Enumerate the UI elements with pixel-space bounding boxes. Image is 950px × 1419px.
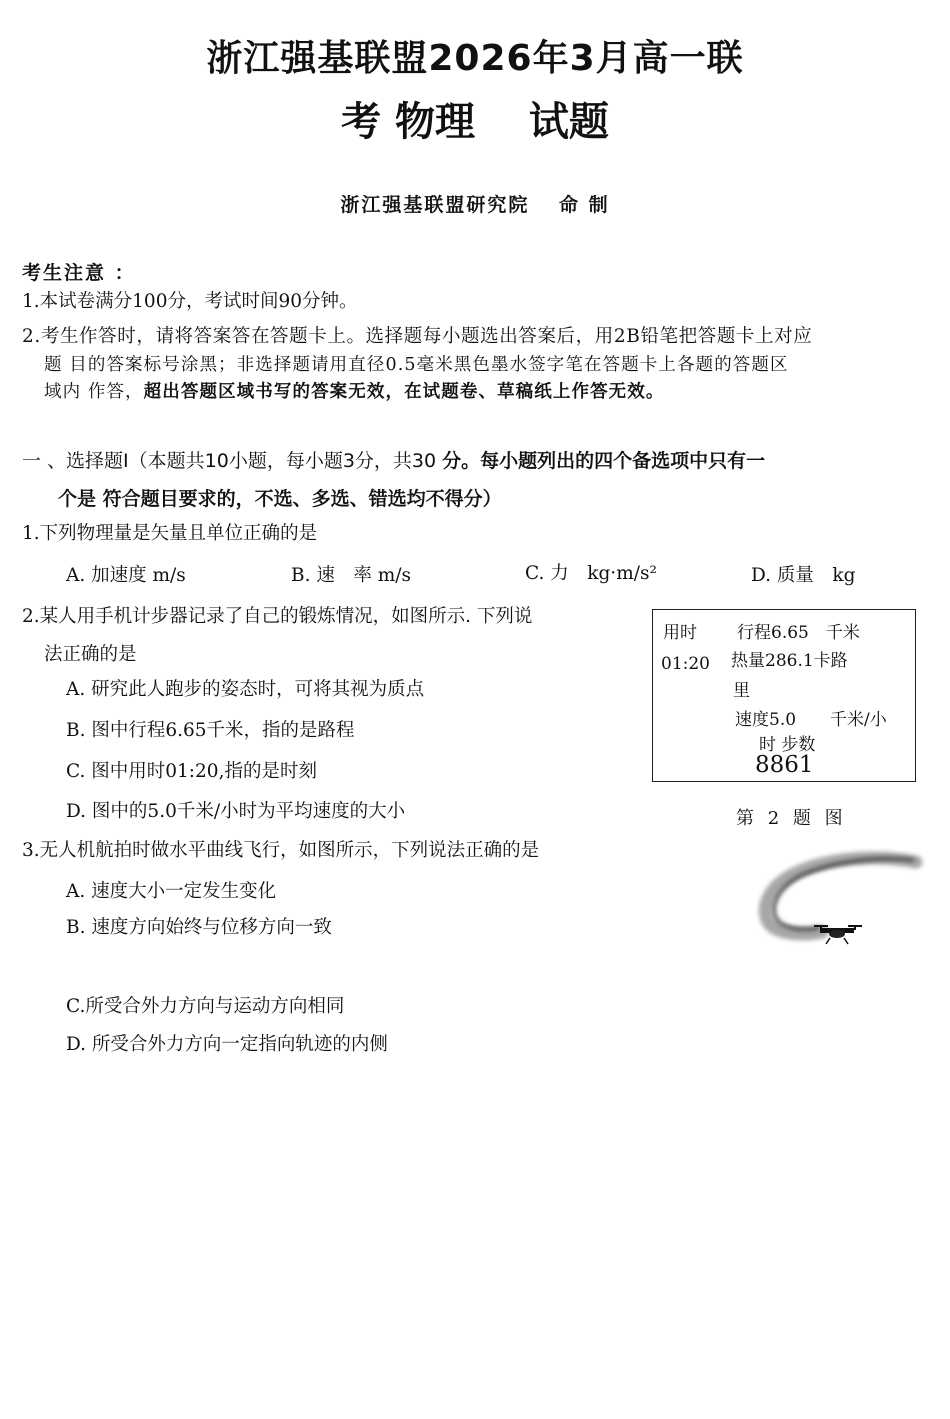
section1-header-bold: 分。每小题列出的四个备选项中只有一: [442, 450, 766, 472]
notice-heading: 考生注意 ：: [22, 262, 136, 284]
section1-header-normal: 一 、选择题Ⅰ（本题共10小题，每小题3分，共30: [22, 450, 443, 472]
q1-option-a: A. 加速度 m/s: [66, 565, 186, 586]
q2-stem-line2: 法正确的是: [44, 644, 137, 665]
smoke-trail: [765, 858, 916, 934]
q3-option-b: B. 速度方向始终与位移方向一致: [66, 917, 332, 938]
q2-option-b: B. 图中行程6.65千米，指的是路程: [66, 720, 355, 741]
notice-item-2-line3-bold: 超出答题区域书写的答案无效，在试题卷、草稿纸上作答无效。: [143, 382, 665, 402]
section1-header-line1: [22, 446, 765, 473]
pedometer-speed-b: 时 步数: [759, 735, 816, 755]
notice-item-2-line2: 题 目的答案标号涂黑；非选择题请用直径0.5毫米黑色墨水签字笔在答题卡上各题的答题区: [44, 355, 789, 375]
notice-item-2-line3-normal: 域内 作答，: [44, 382, 144, 402]
notice-item-2-line3: [44, 378, 664, 403]
q1-stem: 1.下列物理量是矢量且单位正确的是: [22, 523, 318, 544]
q2-figure-caption: 第 2 题 图: [736, 808, 847, 829]
q1-option-d: D. 质量 kg: [751, 565, 856, 586]
section1-header-line2: 个是 符合题目要求的，不选、多选、错选均不得分）: [58, 488, 502, 510]
q2-option-a: A. 研究此人跑步的姿态时，可将其视为质点: [66, 679, 425, 700]
notice-item-2-line1: 2.考生作答时，请将答案答在答题卡上。选择题每小题选出答案后，用2B铅笔把答题卡上对应: [22, 326, 813, 347]
pedometer-speed-a: 速度5.0 千米/小: [735, 710, 887, 730]
q3-figure-drone-trail: [756, 848, 928, 952]
exam-title-line1: 浙江强基联盟2026年3月高一联: [206, 38, 744, 79]
q2-figure-pedometer: [652, 609, 916, 782]
q2-option-c: C. 图中用时01:20,指的是时刻: [66, 761, 317, 782]
q2-option-d: D. 图中的5.0千米/小时为平均速度的大小: [66, 801, 406, 822]
pedometer-calorie-a: 热量286.1卡路: [731, 651, 848, 671]
exam-title-line2: 考 物理 试题: [341, 99, 609, 145]
q1-option-b: B. 速 率 m/s: [291, 565, 412, 586]
q3-option-c: C.所受合外力方向与运动方向相同: [66, 996, 345, 1017]
pedometer-calorie-b: 里: [733, 681, 750, 701]
pedometer-steps: 8861: [755, 752, 814, 778]
q3-option-a: A. 速度大小一定发生变化: [66, 881, 277, 902]
q2-stem-line1: 2.某人用手机计步器记录了自己的锻炼情况，如图所示. 下列说: [22, 606, 533, 627]
q1-option-c: C. 力 kg·m/s²: [525, 563, 657, 584]
notice-item-1: 1.本试卷满分100分，考试时间90分钟。: [22, 291, 358, 312]
pedometer-time-label: 用时: [663, 623, 697, 643]
pedometer-distance: 行程6.65 千米: [737, 623, 860, 643]
q3-option-d: D. 所受合外力方向一定指向轨迹的内侧: [66, 1034, 388, 1055]
pedometer-time-value: 01:20: [661, 654, 710, 674]
q3-stem: 3.无人机航拍时做水平曲线飞行，如图所示，下列说法正确的是: [22, 840, 540, 861]
exam-author: 浙江强基联盟研究院 命 制: [340, 194, 610, 216]
